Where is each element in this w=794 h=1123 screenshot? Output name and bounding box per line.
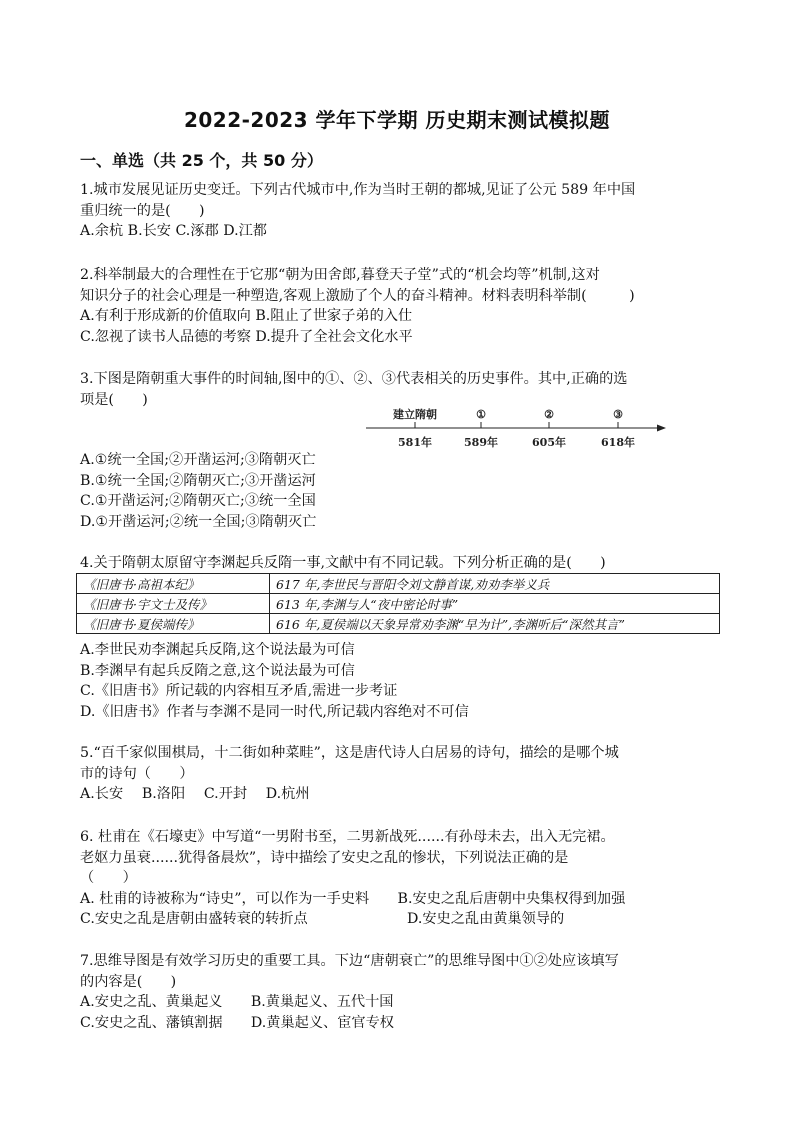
question-2 [80, 265, 720, 347]
question-text: 1.城市发展见证历史变迁。下列古代城市中,作为当时王朝的都城,见证了公元 589 年中国 [80, 182, 636, 198]
sui-timeline [360, 404, 680, 454]
table-cell: 617 年,李世民与晋阳令刘文静首谋,劝劝李举义兵 [270, 574, 720, 594]
question-text: 老妪力虽衰......犹得备晨炊”，诗中描绘了安史之乱的惨状，下列说法正确的是 [80, 849, 569, 866]
question-text: 6. 杜甫在《石壕吏》中写道“一男附书至，二男新战死......有孙母未去，出入无完裙。 [80, 829, 615, 845]
question-option: D.①开凿运河;②统一全国;③隋朝灭亡 [80, 513, 317, 530]
timeline-event-label: ① [476, 408, 486, 421]
question-text: 的内容是( ) [80, 973, 177, 990]
table-row [77, 594, 720, 614]
question-text: 市的诗句（ ） [80, 765, 194, 782]
timeline-event-label: ③ [613, 408, 623, 421]
question-text: 4.关于隋朝太原留守李渊起兵反隋一事,文献中有不同记载。下列分析正确的是( ) [80, 555, 606, 571]
question-options: A.长安 B.洛阳 C.开封 D.杭州 [80, 786, 310, 802]
question-option: D.《旧唐书》作者与李渊不是同一时代,所记载内容绝对不可信 [80, 703, 469, 720]
question-text: 知识分子的社会心理是一种塑造,客观上激励了个人的奋斗精神。材料表明科举制( ) [80, 287, 635, 304]
question-option: A.有利于形成新的价值取向 B.阻止了世家子弟的入仕 [80, 308, 413, 324]
question-option: A.李世民劝李渊起兵反隋,这个说法最为可信 [80, 642, 355, 658]
timeline-year-label: 581年 [398, 436, 432, 449]
timeline-year-label: 589年 [464, 436, 498, 449]
question-option: C.安史之乱、藩镇割据 D.黄巢起义、宦官专权 [80, 1014, 394, 1031]
question-option: C.忽视了读书人品德的考察 D.提升了全社会文化水平 [80, 328, 413, 345]
table-cell: 《旧唐书·宇文士及传》 [77, 594, 270, 614]
question-4 [80, 553, 720, 574]
question-7 [80, 951, 720, 1033]
table-row [77, 574, 720, 594]
question-option: C.①开凿运河;②隋朝灭亡;③统一全国 [80, 493, 316, 509]
table-cell: 《旧唐书·夏侯端传》 [77, 614, 270, 634]
table-cell: 616 年,夏侯端以天象异常劝李渊“早为计”,李渊听后“深然其言” [270, 614, 720, 634]
question-text: 7.思维导图是有效学习历史的重要工具。下边“唐朝衰亡”的思维导图中①②处应该填写 [80, 953, 619, 969]
table-row [77, 614, 720, 634]
table-cell: 613 年,李渊与人“夜中密论时事” [270, 594, 720, 614]
timeline-year-label: 618年 [601, 436, 635, 449]
question-6 [80, 827, 720, 930]
question-text: （ ） [80, 870, 137, 886]
question-option: A. 杜甫的诗被称为“诗史”，可以作为一手史料 B.安史之乱后唐朝中央集权得到加强 [80, 890, 626, 907]
question-option: C.《旧唐书》所记载的内容相互矛盾,需进一步考证 [80, 683, 398, 699]
table-cell: 《旧唐书·高祖本纪》 [77, 574, 270, 594]
timeline-event-label: 建立隋朝 [393, 408, 437, 421]
timeline-year-label: 605年 [532, 436, 566, 449]
question-4-options [80, 640, 720, 722]
page-title: 2022-2023 学年下学期 历史期末测试模拟题 [183, 108, 611, 132]
question-option: C.安史之乱是唐朝由盛转衰的转折点 D.安史之乱由黄巢领导的 [80, 911, 565, 927]
question-3-options [80, 450, 720, 532]
question-option: A.安史之乱、黄巢起义 B.黄巢起义、五代十国 [80, 994, 394, 1010]
arrow-head-icon [657, 425, 666, 432]
question-options: A.余杭 B.长安 C.涿郡 D.江都 [80, 223, 267, 239]
question-text: 3.下图是隋朝重大事件的时间轴,图中的①、②、③代表相关的历史事件。其中,正确的选 [80, 371, 628, 387]
question-text: 5.“百千家似围棋局，十二街如种菜畦”，这是唐代诗人白居易的诗句，描绘的是哪个城 [80, 745, 619, 761]
question-option: B.①统一全国;②隋朝灭亡;③开凿运河 [80, 472, 316, 489]
question-option: B.李渊早有起兵反隋之意,这个说法最为可信 [80, 662, 355, 679]
question-text: 项是( ) [80, 391, 148, 408]
source-table [76, 573, 720, 634]
question-text: 重归统一的是( ) [80, 202, 205, 219]
question-1 [80, 180, 720, 242]
question-option: A.①统一全国;②开凿运河;③隋朝灭亡 [80, 452, 316, 468]
question-text: 2.科举制最大的合理性在于它那“朝为田舍郎,暮登天子堂”式的“机会均等”机制,这对 [80, 267, 600, 283]
section-heading: 一、单选（共 25 个，共 50 分） [80, 151, 323, 170]
question-5 [80, 743, 720, 805]
timeline-graphic [360, 404, 680, 454]
timeline-event-label: ② [544, 408, 554, 421]
